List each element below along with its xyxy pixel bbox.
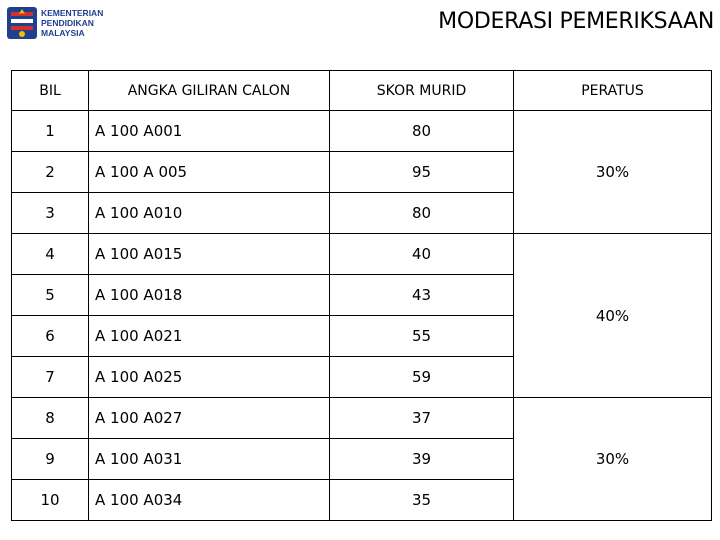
- cell-angka-giliran: A 100 A021: [89, 316, 330, 357]
- cell-skor-murid: 95: [330, 152, 514, 193]
- cell-skor-murid: 80: [330, 111, 514, 152]
- cell-bil: 6: [12, 316, 89, 357]
- cell-bil: 3: [12, 193, 89, 234]
- cell-bil: 5: [12, 275, 89, 316]
- header-peratus: PERATUS: [514, 71, 712, 111]
- cell-bil: 7: [12, 357, 89, 398]
- table-row: [12, 398, 712, 439]
- cell-bil: 1: [12, 111, 89, 152]
- cell-angka-giliran: A 100 A025: [89, 357, 330, 398]
- score-table: [11, 70, 712, 521]
- ministry-logo: [6, 6, 126, 42]
- header-bil: BIL: [12, 71, 89, 111]
- cell-bil: 9: [12, 439, 89, 480]
- table-body: [12, 111, 712, 521]
- ministry-emblem-icon: [6, 6, 38, 40]
- table-row: [12, 234, 712, 275]
- cell-angka-giliran: A 100 A001: [89, 111, 330, 152]
- header-skor-murid: SKOR MURID: [330, 71, 514, 111]
- cell-skor-murid: 55: [330, 316, 514, 357]
- cell-skor-murid: 40: [330, 234, 514, 275]
- logo-text: KEMENTERIAN PENDIDIKAN MALAYSIA: [41, 8, 104, 38]
- cell-skor-murid: 37: [330, 398, 514, 439]
- cell-angka-giliran: A 100 A 005: [89, 152, 330, 193]
- cell-skor-murid: 59: [330, 357, 514, 398]
- table-row: [12, 111, 712, 152]
- header-angka-giliran: ANGKA GILIRAN CALON: [89, 71, 330, 111]
- cell-bil: 10: [12, 480, 89, 521]
- cell-skor-murid: 35: [330, 480, 514, 521]
- table-header-row: [12, 71, 712, 111]
- cell-peratus: 30%: [514, 398, 712, 521]
- cell-bil: 8: [12, 398, 89, 439]
- cell-angka-giliran: A 100 A015: [89, 234, 330, 275]
- cell-skor-murid: 80: [330, 193, 514, 234]
- cell-angka-giliran: A 100 A018: [89, 275, 330, 316]
- cell-skor-murid: 39: [330, 439, 514, 480]
- cell-bil: 2: [12, 152, 89, 193]
- cell-peratus: 30%: [514, 111, 712, 234]
- cell-angka-giliran: A 100 A034: [89, 480, 330, 521]
- cell-angka-giliran: A 100 A027: [89, 398, 330, 439]
- cell-peratus: 40%: [514, 234, 712, 398]
- cell-bil: 4: [12, 234, 89, 275]
- cell-angka-giliran: A 100 A031: [89, 439, 330, 480]
- cell-angka-giliran: A 100 A010: [89, 193, 330, 234]
- page-title: MODERASI PEMERIKSAAN: [438, 9, 714, 34]
- cell-skor-murid: 43: [330, 275, 514, 316]
